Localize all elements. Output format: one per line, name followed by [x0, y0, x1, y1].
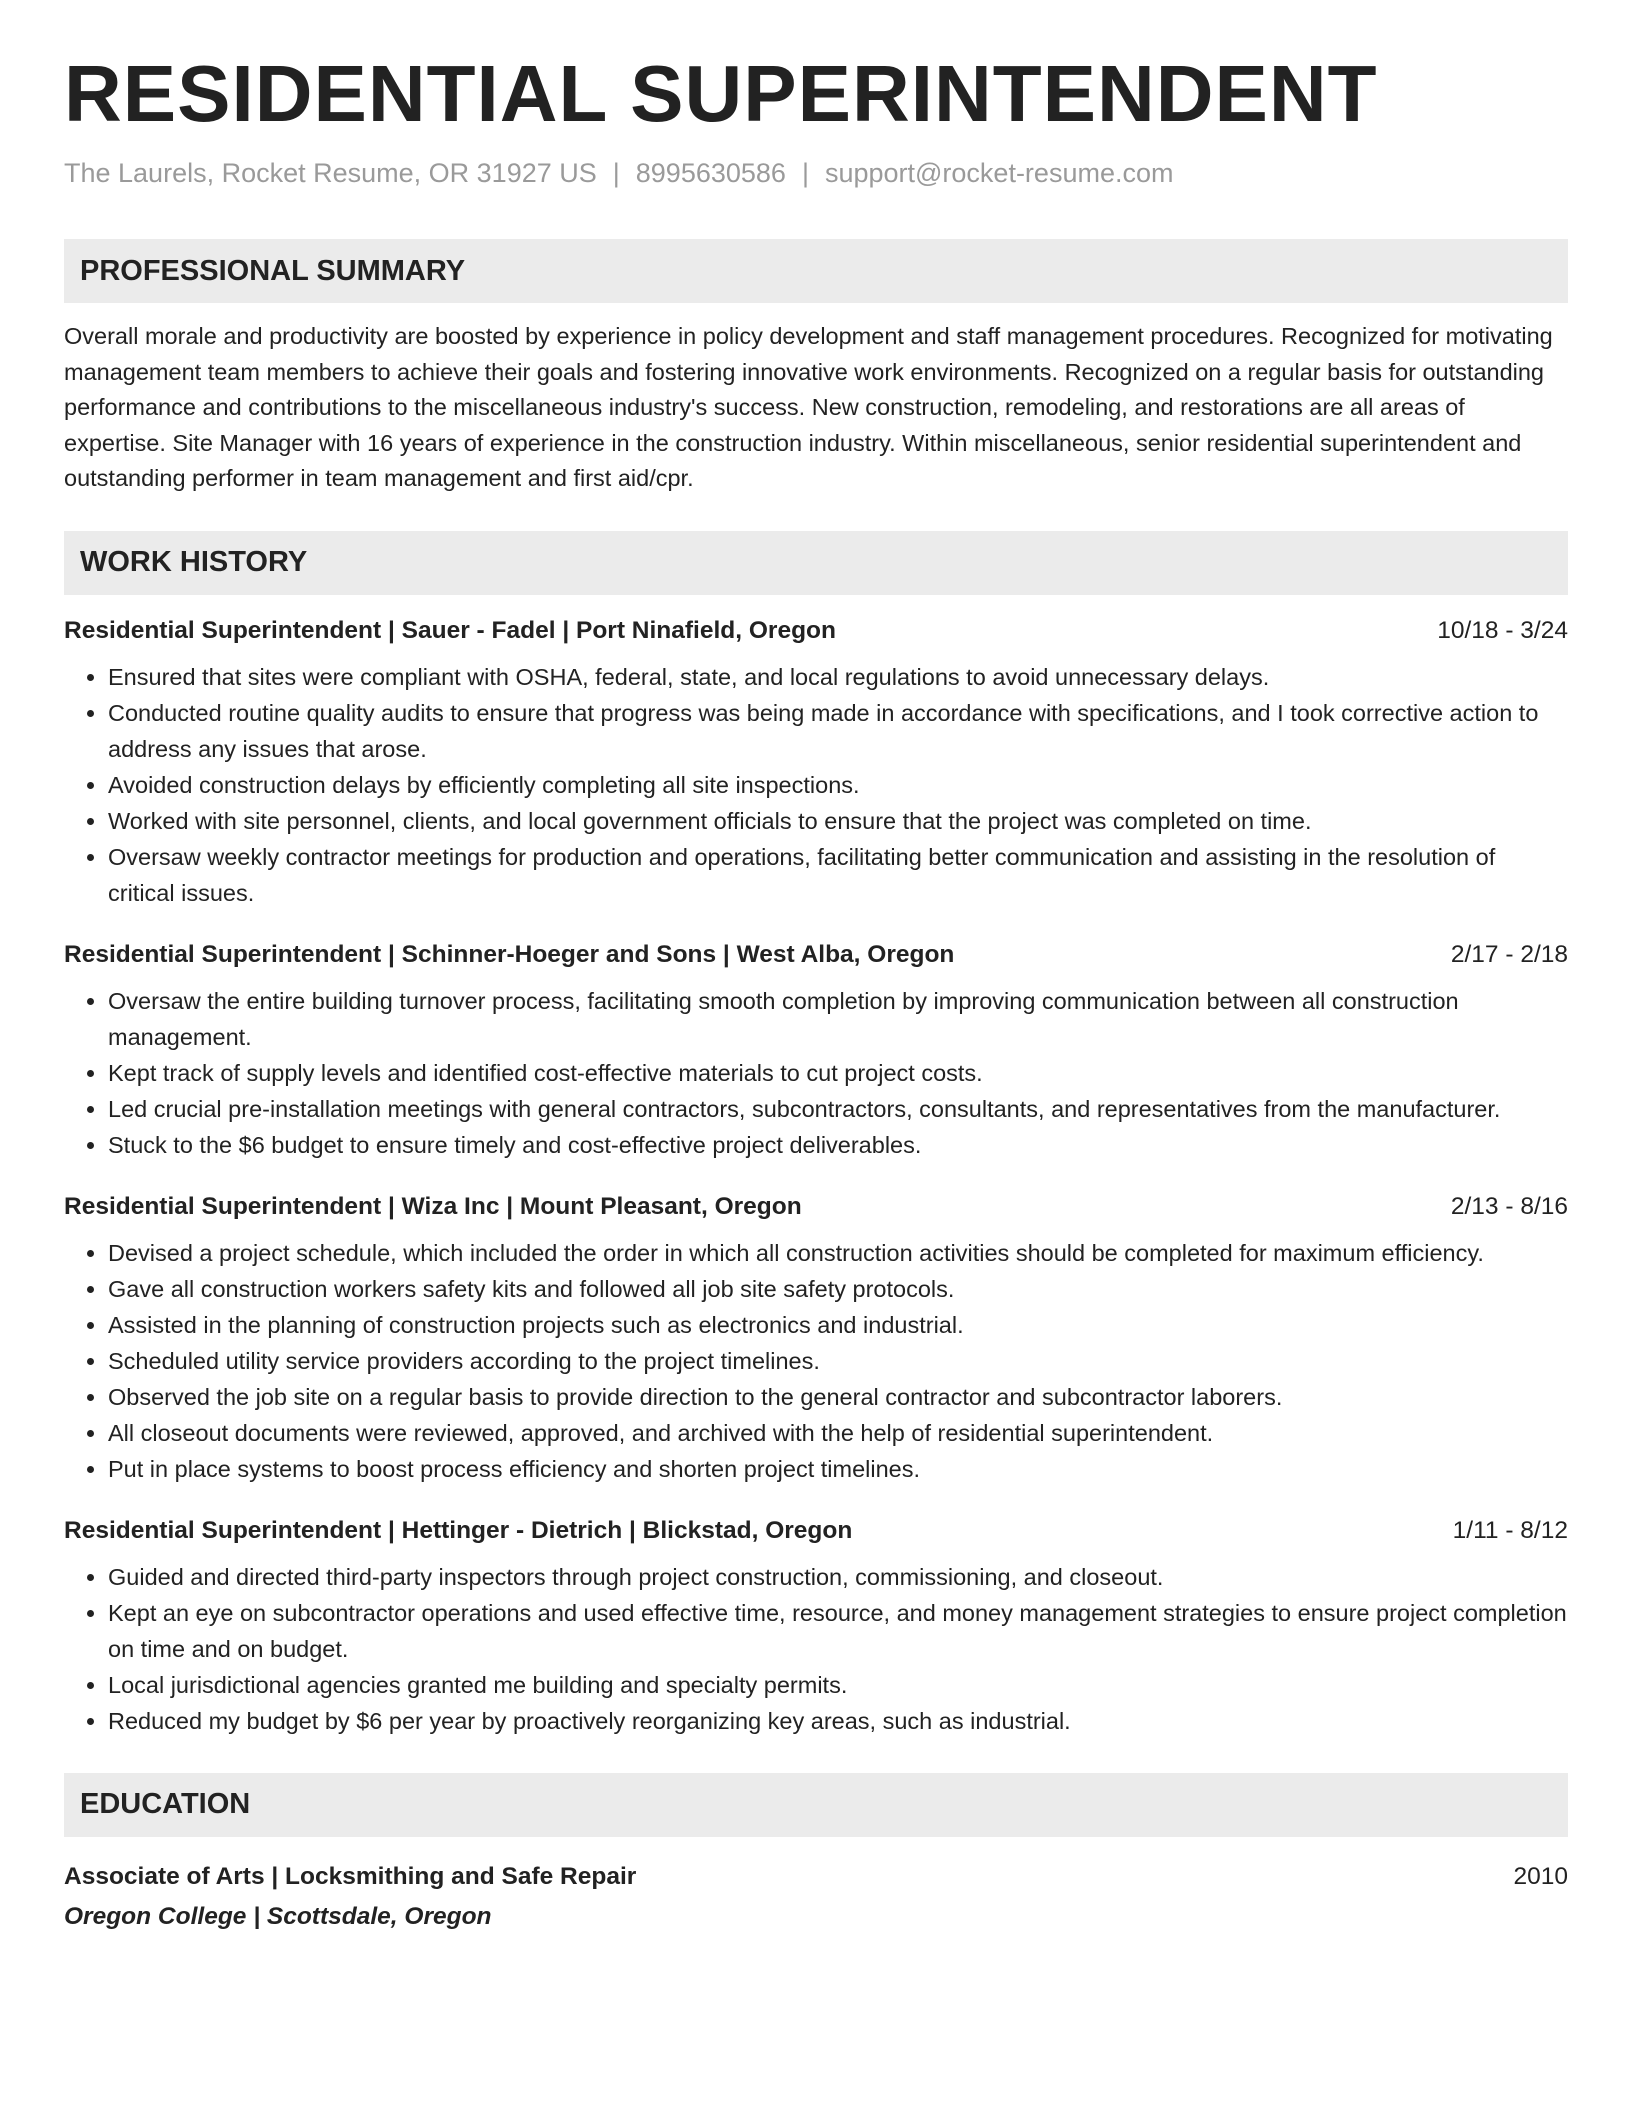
job-entry: [64, 615, 1568, 911]
job-entry: [64, 1515, 1568, 1739]
job-title: Residential Superintendent | Sauer - Fadel | Port Ninafield, Oregon: [64, 616, 836, 644]
job-bullets: [64, 659, 1568, 911]
contact-phone: 8995630586: [635, 158, 786, 188]
job-bullet: • Ensured that sites were compliant with OSHA, federal, state, and local regulations to avoid unnecessary delays.: [108, 659, 1568, 695]
job-bullet: • Assisted in the planning of construction projects such as electronics and industrial.: [108, 1307, 1568, 1343]
job-bullet: • Observed the job site on a regular basis to provide direction to the general contractor and subcontractor laborers.: [108, 1379, 1568, 1415]
job-entry: [64, 1191, 1568, 1487]
job-bullet: • Local jurisdictional agencies granted me building and specialty permits.: [108, 1667, 1568, 1703]
education-degree: Associate of Arts | Locksmithing and Safe Repair: [64, 1862, 637, 1890]
job-dates: 2/13 - 8/16: [1450, 1192, 1568, 1220]
job-dates: 10/18 - 3/24: [1437, 616, 1568, 644]
job-header: [64, 615, 1568, 647]
job-bullet: • Scheduled utility service providers according to the project timelines.: [108, 1343, 1568, 1379]
contact-line: [64, 158, 1568, 189]
job-bullet: • Kept track of supply levels and identified cost-effective materials to cut project costs.: [108, 1055, 1568, 1091]
job-bullet: • Oversaw the entire building turnover process, facilitating smooth completion by improving communication between all construction management.: [108, 983, 1568, 1055]
job-header: [64, 1191, 1568, 1223]
job-bullet: • Kept an eye on subcontractor operations and used effective time, resource, and money management strategies to ensure project completion on time and on budget.: [108, 1595, 1568, 1667]
job-bullet: • Devised a project schedule, which included the order in which all construction activities should be completed for maximum efficiency.: [108, 1235, 1568, 1271]
section-header-education: EDUCATION: [64, 1773, 1568, 1837]
summary-text: Overall morale and productivity are boosted by experience in policy development and staff management procedures. Recognized for motivating management team members to achieve their goals and fostering innovative work environments. Recognized on a regular basis for outstanding performance and contributions to the miscellaneous industry's success. New construction, remodeling, and restorations are all areas of expertise. Site Manager with 16 years of experience in the construction industry. Within miscellaneous, senior residential superintendent and outstanding performer in team management and first aid/cpr.: [64, 323, 1553, 491]
job-entry: [64, 939, 1568, 1163]
resume-name: RESIDENTIAL SUPERINTENDENT: [64, 49, 1378, 138]
job-bullet: • Gave all construction workers safety kits and followed all job site safety protocols.: [108, 1271, 1568, 1307]
job-bullets: [64, 983, 1568, 1163]
contact-separator: |: [612, 158, 620, 188]
education-school: Oregon College | Scottsdale, Oregon: [64, 1902, 492, 1930]
job-title: Residential Superintendent | Hettinger - Dietrich | Blickstad, Oregon: [64, 1516, 853, 1544]
job-bullet: • Put in place systems to boost process efficiency and shorten project timelines.: [108, 1451, 1568, 1487]
job-bullet: • Avoided construction delays by efficiently completing all site inspections.: [108, 767, 1568, 803]
job-dates: 1/11 - 8/12: [1452, 1516, 1568, 1544]
job-bullet: • Stuck to the $6 budget to ensure timely and cost-effective project deliverables.: [108, 1127, 1568, 1163]
job-bullets: [64, 1559, 1568, 1739]
resume-page: [64, 50, 1568, 1937]
section-header-summary: PROFESSIONAL SUMMARY: [64, 239, 1568, 303]
job-bullet: • Led crucial pre-installation meetings with general contractors, subcontractors, consultants, and representatives from the manufacturer.: [108, 1091, 1568, 1127]
job-dates: 2/17 - 2/18: [1450, 940, 1568, 968]
job-bullet: • Worked with site personnel, clients, and local government officials to ensure that the project was completed on time.: [108, 803, 1568, 839]
contact-email: support@rocket-resume.com: [824, 158, 1174, 188]
job-bullet: • All closeout documents were reviewed, approved, and archived with the help of residential superintendent.: [108, 1415, 1568, 1451]
contact-address: The Laurels, Rocket Resume, OR 31927 US: [64, 158, 597, 188]
job-title: Residential Superintendent | Wiza Inc | Mount Pleasant, Oregon: [64, 1192, 802, 1220]
job-bullet: • Guided and directed third-party inspectors through project construction, commissioning, and closeout.: [108, 1559, 1568, 1595]
job-bullet: • Oversaw weekly contractor meetings for production and operations, facilitating better communication and assisting in the resolution of critical issues.: [108, 839, 1568, 911]
education-entry: [64, 1857, 1568, 1937]
job-bullets: [64, 1235, 1568, 1487]
contact-separator: |: [801, 158, 809, 188]
job-header: [64, 1515, 1568, 1547]
education-year: 2010: [1513, 1862, 1568, 1890]
job-title: Residential Superintendent | Schinner-Hoeger and Sons | West Alba, Oregon: [64, 940, 955, 968]
job-bullet: • Conducted routine quality audits to ensure that progress was being made in accordance with specifications, and I took corrective action to address any issues that arose.: [108, 695, 1568, 767]
section-header-work-history: WORK HISTORY: [64, 531, 1568, 595]
job-header: [64, 939, 1568, 971]
education-header: [64, 1857, 1568, 1897]
job-bullet: • Reduced my budget by $6 per year by proactively reorganizing key areas, such as industrial.: [108, 1703, 1568, 1739]
